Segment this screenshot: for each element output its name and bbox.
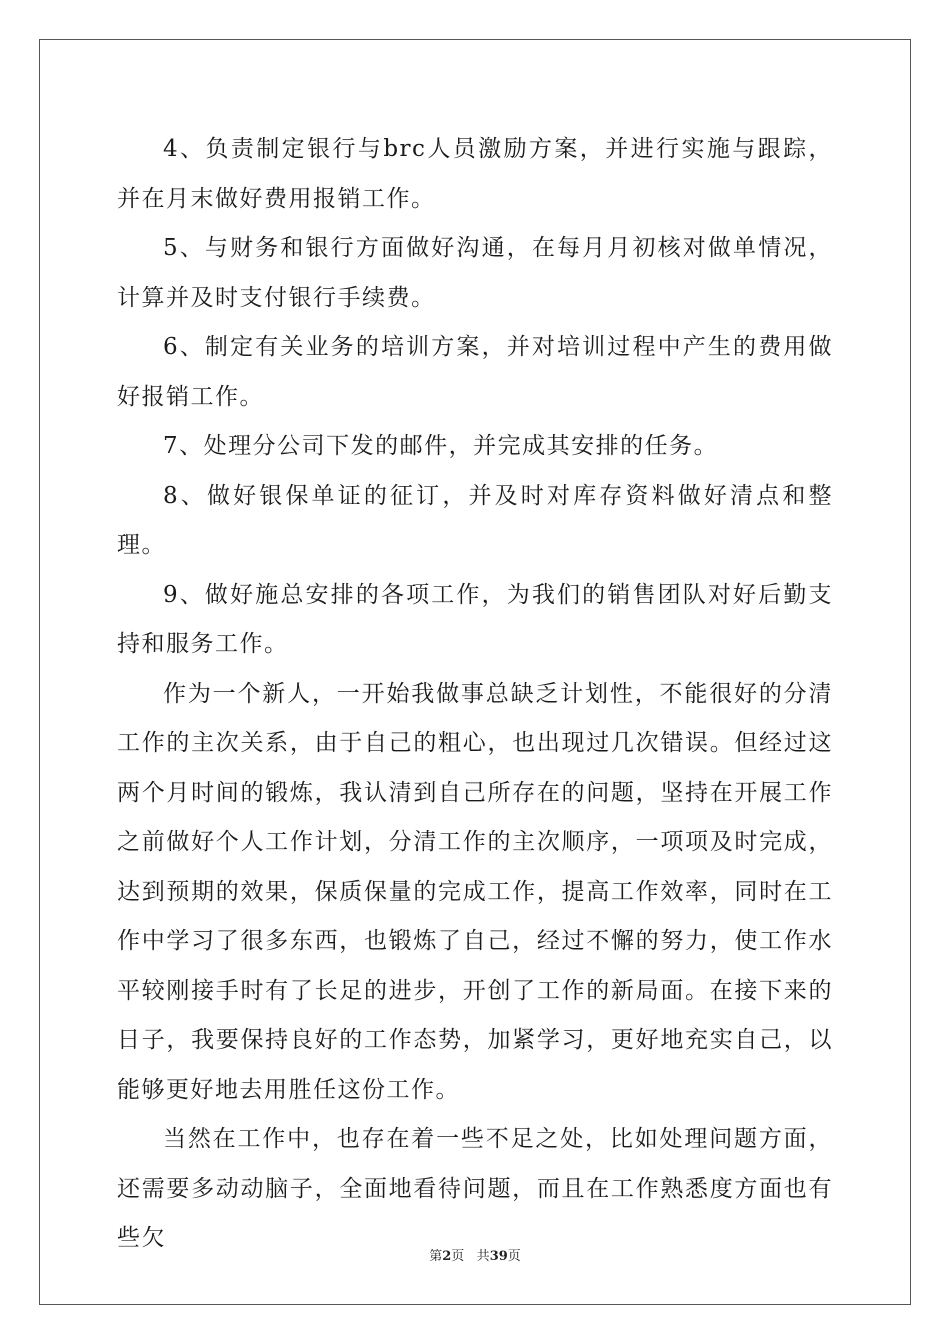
paragraph-item-8: 8、做好银保单证的征订，并及时对库存资料做好清点和整理。: [117, 482, 833, 558]
total-pages: 39: [489, 1249, 508, 1264]
page-suffix: 页: [451, 1249, 465, 1264]
paragraph-reflection: 作为一个新人，一开始我做事总缺乏计划性，不能很好的分清工作的主次关系，由于自己的粗心，也出现过几次错误。但经过这两个月时间的锻炼，我认清到自己所存在的问题，坚持在开展工作之前做好个人工作计划，分清工作的主次顺序，一项项及时完成，达到预期的效果，保质保量的完成工作，提高工作效率，同时在工作中学习了很多东西，也锻炼了自己，经过不懈的努力，使工作水平较刚接手时有了长足的进步，开创了工作的新局面。在接下来的日子，我要保持良好的工作态势，加紧学习，更好地充实自己，以能够更好地去用胜任这份工作。: [117, 680, 833, 1103]
page-prefix: 第: [429, 1249, 443, 1264]
paragraph-item-6: 6、制定有关业务的培训方案，并对培训过程中产生的费用做好报销工作。: [117, 334, 833, 410]
page-footer: [0, 1245, 950, 1264]
paragraph-item-9: 9、做好施总安排的各项工作，为我们的销售团队对好后勤支持和服务工作。: [117, 581, 833, 657]
paragraph-item-4: 4、负责制定银行与brc人员激励方案，并进行实施与跟踪，并在月末做好费用报销工作。: [117, 136, 833, 212]
total-suffix: 页: [507, 1249, 521, 1264]
paragraph-item-7: 7、处理分公司下发的邮件，并完成其安排的任务。: [163, 433, 719, 459]
document-body: [117, 125, 833, 1264]
total-prefix: 共: [476, 1249, 490, 1264]
paragraph-shortcomings: 当然在工作中，也存在着一些不足之处，比如处理问题方面，还需要多动动脑子，全面地看待问题，而且在工作熟悉度方面也有些欠: [117, 1126, 833, 1251]
page-number: 2: [442, 1249, 452, 1264]
paragraph-item-5: 5、与财务和银行方面做好沟通，在每月月初核对做单情况，计算并及时支付银行手续费。: [117, 235, 833, 311]
